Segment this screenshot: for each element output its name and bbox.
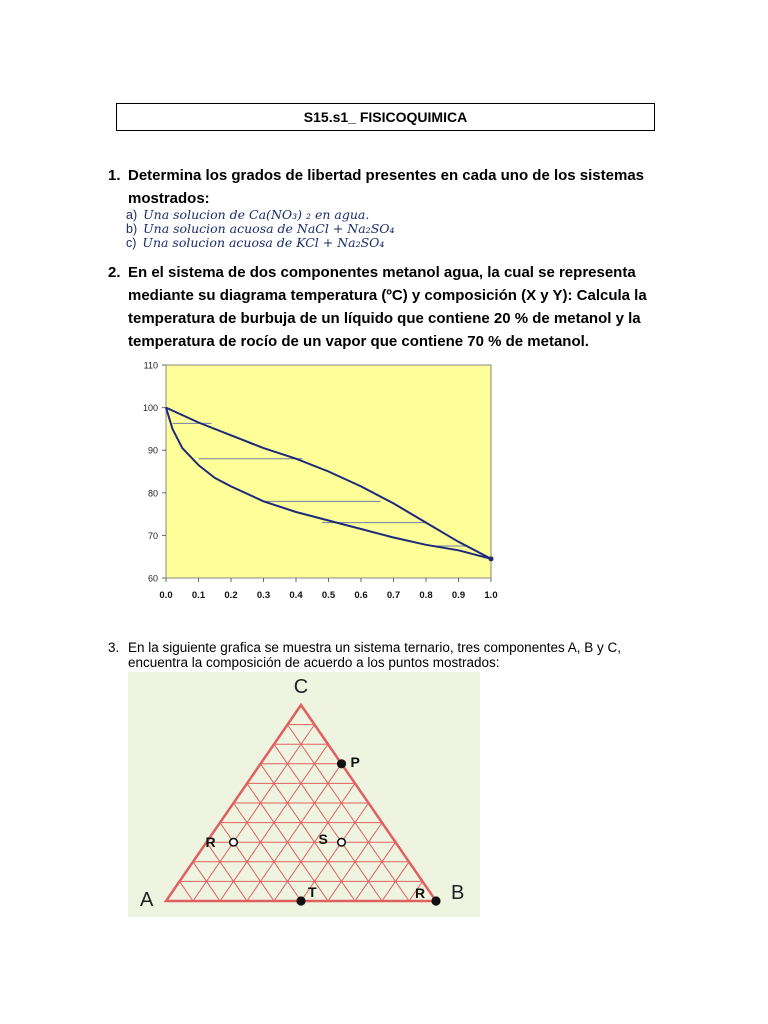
point-p-label: P — [350, 753, 360, 770]
option-c-text: Una solucion acuosa de KCl + Na₂SO₄ — [142, 235, 385, 250]
endpoint-marker — [489, 556, 494, 561]
point-s-label: S — [318, 831, 328, 848]
option-b-text: Una solucion acuosa de NaCl + Na₂SO₄ — [143, 221, 395, 236]
point-r-marker — [432, 897, 440, 905]
x-tick-label: 1.0 — [484, 590, 498, 601]
vertex-label-b: B — [451, 882, 465, 904]
question-2-number: 2. — [108, 264, 121, 281]
x-tick-label: 0.9 — [451, 590, 466, 601]
option-a-label: a) — [126, 208, 138, 222]
point-t-label: T — [308, 884, 317, 900]
option-c-label: c) — [126, 236, 137, 250]
question-3-text: En la siguiente grafica se muestra un sistema ternario, tres componentes A, B y C, encuentra la composición de acuerdo a los puntos mostrados: — [128, 640, 621, 670]
question-2-text: En el sistema de dos componentes metanol agua, la cual se representa mediante su diagrama temperatura (ºC) y composición (X y Y): Calcula la temperatura de burbuja de un líquido que contiene 20 % de metanol y la temperatura de rocío de un vapor que contiene 70 % de metanol. — [128, 264, 647, 350]
y-tick-label: 90 — [147, 445, 158, 456]
option-b-label: b) — [126, 222, 138, 236]
y-tick-label: 110 — [143, 360, 158, 371]
question-3 — [108, 640, 668, 670]
option-b — [126, 222, 395, 236]
point-r-label: R — [415, 885, 426, 901]
question-1-text: Determina los grados de libertad presentes en cada uno de los sistemas mostrados: — [128, 167, 645, 207]
vertex-label-a: A — [140, 889, 154, 911]
option-c — [126, 236, 395, 250]
x-tick-label: 0.7 — [386, 590, 401, 601]
option-a-text: Una solucion de Ca(NO₃) ₂ en agua. — [143, 207, 370, 222]
y-tick-label: 80 — [147, 488, 158, 499]
ternary-diagram — [128, 672, 480, 917]
x-tick-label: 0.1 — [191, 590, 206, 601]
x-tick-label: 0.0 — [159, 590, 173, 601]
y-tick-label: 70 — [147, 530, 158, 541]
vertex-label-c: C — [293, 676, 309, 698]
question-2 — [108, 261, 668, 353]
point-s-marker — [338, 838, 346, 846]
x-tick-label: 0.5 — [321, 590, 336, 601]
question-1 — [108, 164, 668, 210]
question-1-options — [126, 208, 395, 250]
question-3-number: 3. — [108, 640, 120, 655]
point-r-marker — [230, 838, 238, 846]
x-tick-label: 0.6 — [354, 590, 368, 601]
option-a — [126, 208, 395, 222]
x-tick-label: 0.8 — [419, 590, 433, 601]
x-tick-label: 0.3 — [256, 590, 271, 601]
question-1-number: 1. — [108, 167, 121, 184]
y-tick-label: 60 — [147, 573, 158, 584]
x-tick-label: 0.4 — [289, 590, 303, 601]
point-t-marker — [297, 897, 305, 905]
x-tick-label: 0.2 — [224, 590, 238, 601]
point-r-label: R — [205, 834, 216, 851]
point-p-marker — [338, 760, 346, 768]
page-title: S15.s1_ FISICOQUIMICA — [116, 103, 655, 131]
y-tick-label: 100 — [142, 403, 158, 414]
phase-diagram-chart — [128, 355, 508, 610]
